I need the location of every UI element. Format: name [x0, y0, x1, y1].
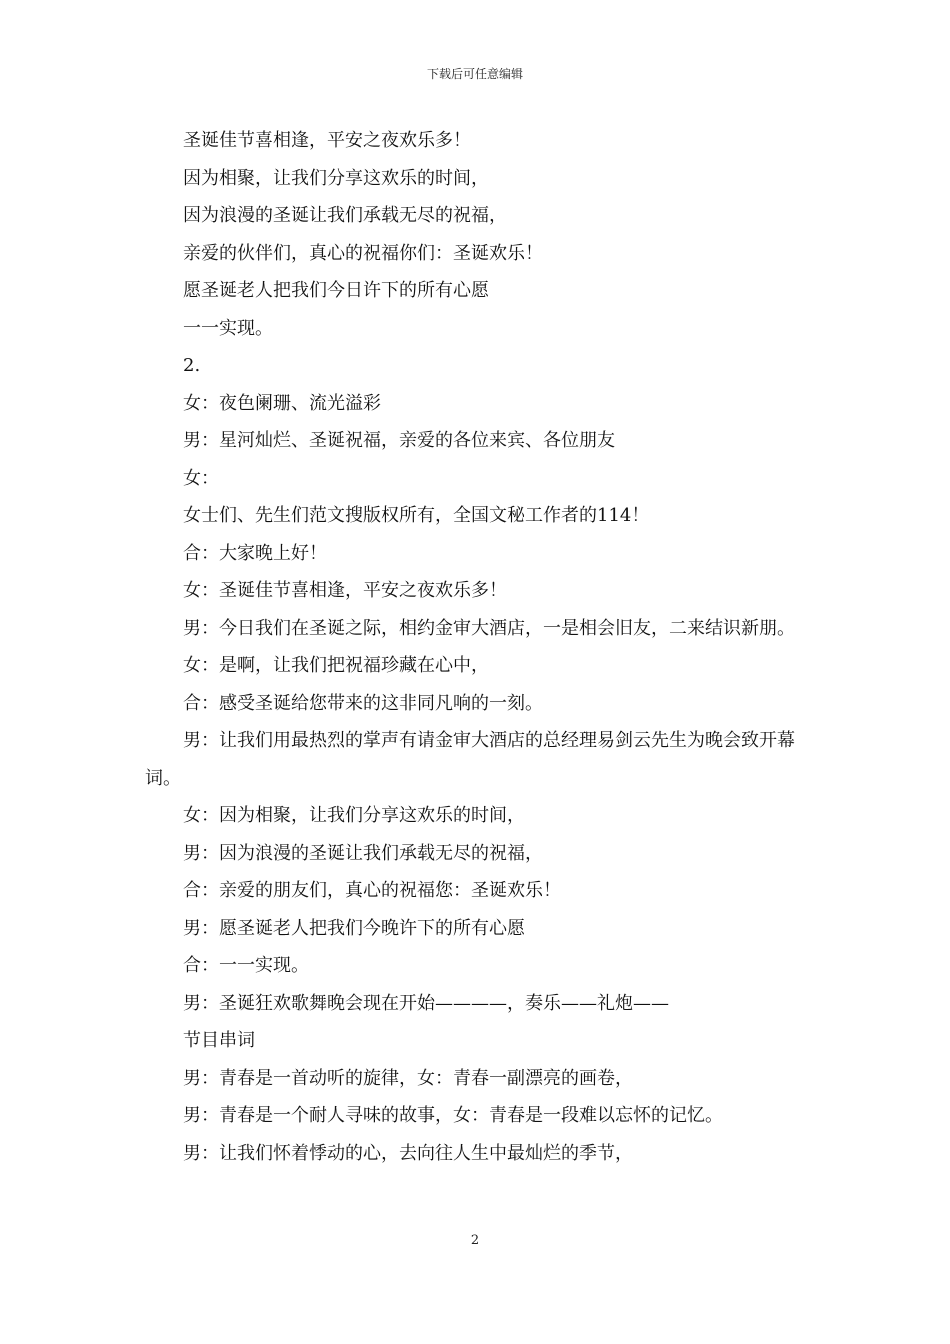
- paragraph: 合：一一实现。: [183, 955, 309, 976]
- paragraph: 男：让我们用最热烈的掌声有请金审大酒店的总经理易剑云先生为晚会致开幕词。: [145, 730, 795, 789]
- paragraph: 女：因为相聚，让我们分享这欢乐的时间，: [183, 805, 525, 826]
- paragraph: 合：大家晚上好！: [183, 542, 327, 564]
- paragraph: 男：因为浪漫的圣诞让我们承载无尽的祝福，: [183, 842, 543, 864]
- document-body: [145, 122, 813, 1172]
- paragraph: 因为相聚，让我们分享这欢乐的时间，: [183, 167, 489, 189]
- paragraph: 女：是啊，让我们把祝福珍藏在心中，: [183, 655, 489, 676]
- paragraph: 男：愿圣诞老人把我们今晚许下的所有心愿: [183, 917, 525, 939]
- paragraph: 男：星河灿烂、圣诞祝福，亲爱的各位来宾、各位朋友: [183, 430, 615, 451]
- paragraph: 男：让我们怀着悸动的心，去向往人生中最灿烂的季节，: [183, 1142, 633, 1164]
- paragraph: 愿圣诞老人把我们今日许下的所有心愿: [183, 280, 489, 301]
- page-number: 2: [470, 1233, 480, 1248]
- paragraph: 男：圣诞狂欢歌舞晚会现在开始————，奏乐——礼炮——: [183, 992, 669, 1014]
- paragraph: 合：亲爱的朋友们，真心的祝福您：圣诞欢乐！: [183, 880, 561, 901]
- paragraph: 因为浪漫的圣诞让我们承载无尽的祝福，: [183, 205, 507, 226]
- paragraph: 圣诞佳节喜相逢，平安之夜欢乐多！: [183, 130, 471, 151]
- paragraph: 节目串词: [183, 1030, 255, 1051]
- page-header: 下载后可任意编辑: [426, 67, 523, 81]
- paragraph: 男：青春是一个耐人寻味的故事，女：青春是一段难以忘怀的记忆。: [183, 1105, 723, 1126]
- paragraph: 女：圣诞佳节喜相逢，平安之夜欢乐多！: [183, 580, 507, 601]
- paragraph: 2.: [183, 355, 201, 376]
- paragraph: 亲爱的伙伴们，真心的祝福你们：圣诞欢乐！: [183, 242, 543, 264]
- paragraph: 女：夜色阑珊、流光溢彩: [183, 392, 381, 414]
- paragraph: 女士们、先生们范文搜版权所有，全国文秘工作者的114！: [183, 505, 650, 526]
- paragraph: 一一实现。: [183, 317, 273, 339]
- paragraph: 合：感受圣诞给您带来的这非同凡响的一刻。: [183, 692, 543, 714]
- paragraph: 男：今日我们在圣诞之际，相约金审大酒店，一是相会旧友，二来结识新朋。: [183, 617, 795, 639]
- paragraph: 女：: [183, 467, 219, 489]
- paragraph: 男：青春是一首动听的旋律，女：青春一副漂亮的画卷，: [183, 1067, 633, 1089]
